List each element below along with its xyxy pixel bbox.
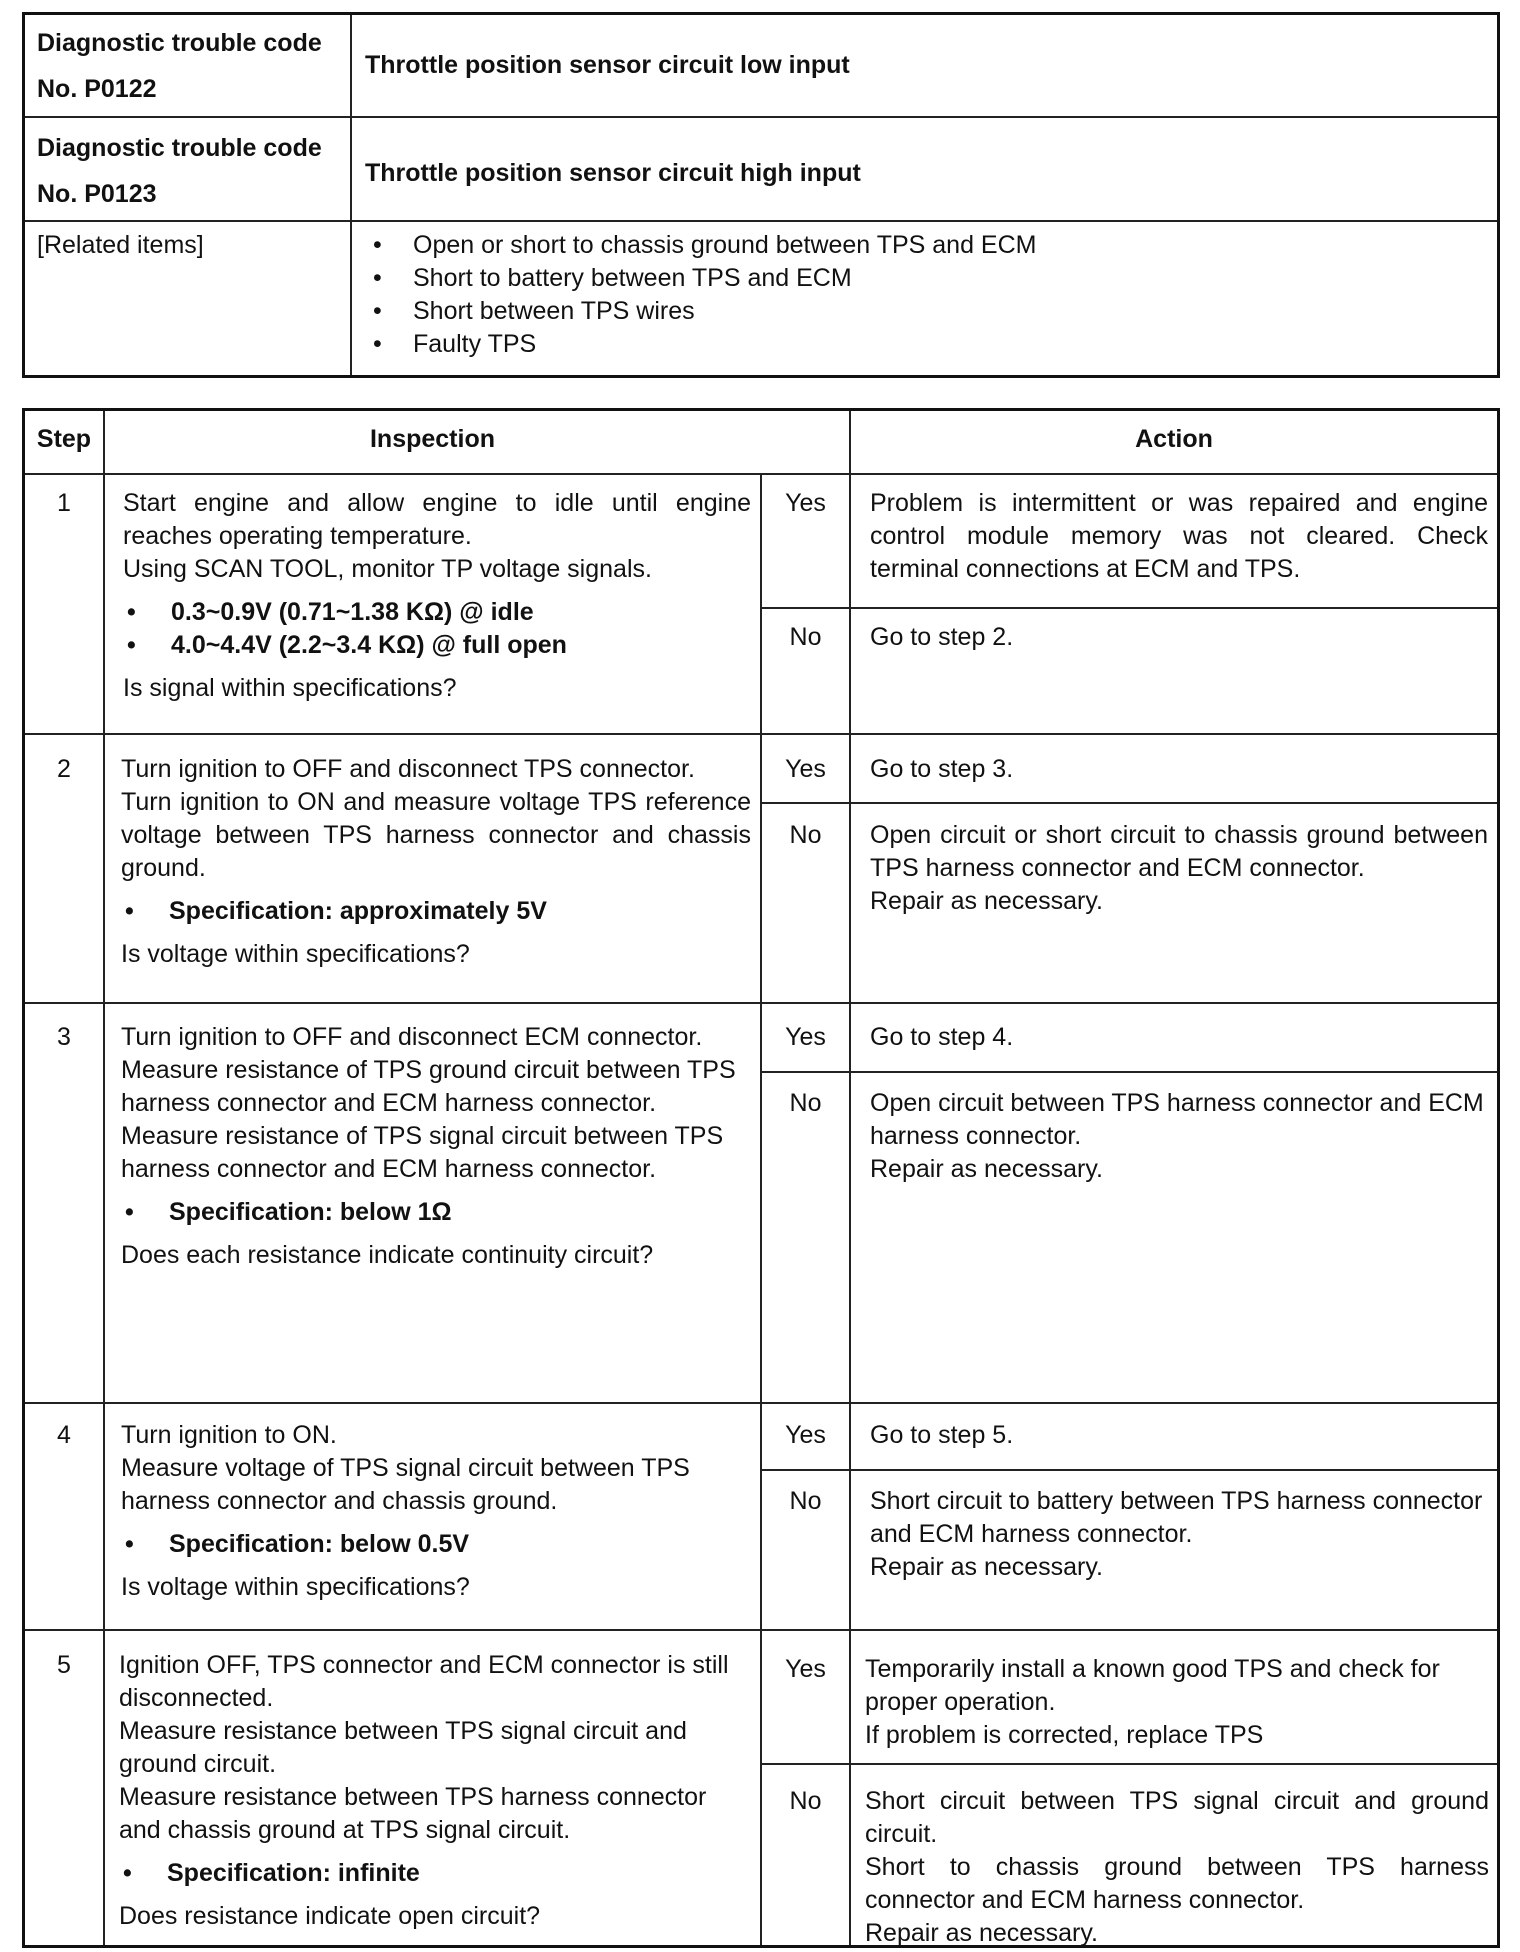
dtc-header-table [22,12,1500,378]
yes-label: Yes [785,1421,826,1449]
column-header-step: Step [36,425,92,453]
yes-label: Yes [785,1023,826,1051]
dtc1-label-line2: No. P0122 [37,75,157,103]
step-inspection [121,1021,751,1272]
no-action [865,1785,1489,1950]
inspection-question: Does each resistance indicate continuity circuit? [121,1241,654,1269]
inspection-question: Is voltage within specifications? [121,940,470,968]
step-inspection [121,753,751,971]
yes-action: Go to step 5. [870,1421,1014,1449]
specification: • Specification: approximately 5V [121,895,751,928]
no-label: No [789,1787,822,1815]
inspection-text: Measure resistance between TPS signal circuit and ground circuit. [119,1717,687,1778]
no-action: Go to step 2. [870,623,1014,651]
specification: • 4.0~4.4V (2.2~3.4 KΩ) @ full open [123,629,751,662]
action-text: Short circuit to battery between TPS harness connector and ECM harness connector. [870,1487,1483,1548]
step-number: 5 [57,1651,71,1679]
dtc2-label-line1: Diagnostic trouble code [37,134,322,162]
step-number: 4 [57,1421,71,1449]
inspection-text: Turn ignition to ON. [121,1421,337,1449]
dtc2-label-line2: No. P0123 [37,180,157,208]
inspection-text: Start engine and allow engine to idle until engine reaches operating temperature. [123,489,751,550]
yes-label: Yes [785,755,826,783]
action-text: Repair as necessary. [865,1919,1098,1947]
inspection-text: Measure resistance of TPS ground circuit between TPS harness connector and ECM harness connector. [121,1056,736,1117]
no-label: No [789,821,822,849]
dtc1-label-line1: Diagnostic trouble code [37,29,322,57]
step-number: 1 [57,489,71,517]
action-text: If problem is corrected, replace TPS [865,1721,1264,1749]
no-action [870,819,1488,918]
column-header-inspection: Inspection [369,425,495,453]
dtc1-description: Throttle position sensor circuit low input [365,51,850,79]
no-label: No [789,1487,822,1515]
inspection-question: Does resistance indicate open circuit? [119,1902,541,1930]
yes-label: Yes [785,489,826,517]
specification: • Specification: below 0.5V [121,1528,751,1561]
step-number: 3 [57,1023,71,1051]
inspection-question: Is signal within specifications? [123,674,457,702]
no-action [870,1485,1488,1584]
action-text: Short circuit between TPS signal circuit and ground circuit. [865,1787,1489,1848]
action-text: Open circuit or short circuit to chassis ground between TPS harness connector and ECM connector. [870,821,1488,882]
dtc1-label [37,20,347,112]
action-text: Open circuit between TPS harness connector and ECM harness connector. [870,1089,1484,1150]
yes-label: Yes [785,1655,826,1683]
related-items-list [363,229,1483,361]
yes-action: Go to step 3. [870,755,1014,783]
specification: • Specification: infinite [119,1857,751,1890]
diagnostic-steps-table [22,408,1500,1948]
specification: • 0.3~0.9V (0.71~1.38 KΩ) @ idle [123,596,751,629]
action-text: Repair as necessary. [870,1155,1103,1183]
yes-action [865,1653,1489,1752]
no-label: No [789,623,822,651]
yes-action: Problem is intermittent or was repaired and engine control module memory was not cleared. Check terminal connections at ECM and TPS. [870,489,1488,583]
dtc2-label [37,125,347,217]
dtc2-description: Throttle position sensor circuit high input [365,159,861,187]
step-inspection [123,487,751,705]
no-action [870,1087,1488,1186]
action-text: Temporarily install a known good TPS and check for proper operation. [865,1655,1440,1716]
yes-action: Go to step 4. [870,1023,1014,1051]
inspection-text: Turn ignition to OFF and disconnect TPS connector. [121,755,695,783]
inspection-text: Measure resistance of TPS signal circuit between TPS harness connector and ECM harness connector. [121,1122,724,1183]
related-item: • Open or short to chassis ground between TPS and ECM [363,229,1483,262]
specification: • Specification: below 1Ω [121,1196,751,1229]
related-items-label: [Related items] [37,231,204,259]
inspection-text: Measure resistance between TPS harness connector and chassis ground at TPS signal circuit. [119,1783,707,1844]
related-item: • Short between TPS wires [363,295,1483,328]
inspection-text: Turn ignition to ON and measure voltage TPS reference voltage between TPS harness connector and chassis ground. [121,788,751,882]
inspection-text: Using SCAN TOOL, monitor TP voltage signals. [123,555,652,583]
column-header-action: Action [1135,425,1213,453]
action-text: Repair as necessary. [870,887,1103,915]
inspection-text: Measure voltage of TPS signal circuit between TPS harness connector and chassis ground. [121,1454,690,1515]
related-item: • Short to battery between TPS and ECM [363,262,1483,295]
step-number: 2 [57,755,71,783]
inspection-question: Is voltage within specifications? [121,1573,470,1601]
step-inspection [119,1649,751,1933]
step-inspection [121,1419,751,1604]
inspection-text: Ignition OFF, TPS connector and ECM connector is still disconnected. [119,1651,729,1712]
related-item: • Faulty TPS [363,328,1483,361]
action-text: Short to chassis ground between TPS harness connector and ECM harness connector. [865,1853,1489,1914]
inspection-text: Turn ignition to OFF and disconnect ECM connector. [121,1023,703,1051]
no-label: No [789,1089,822,1117]
action-text: Repair as necessary. [870,1553,1103,1581]
